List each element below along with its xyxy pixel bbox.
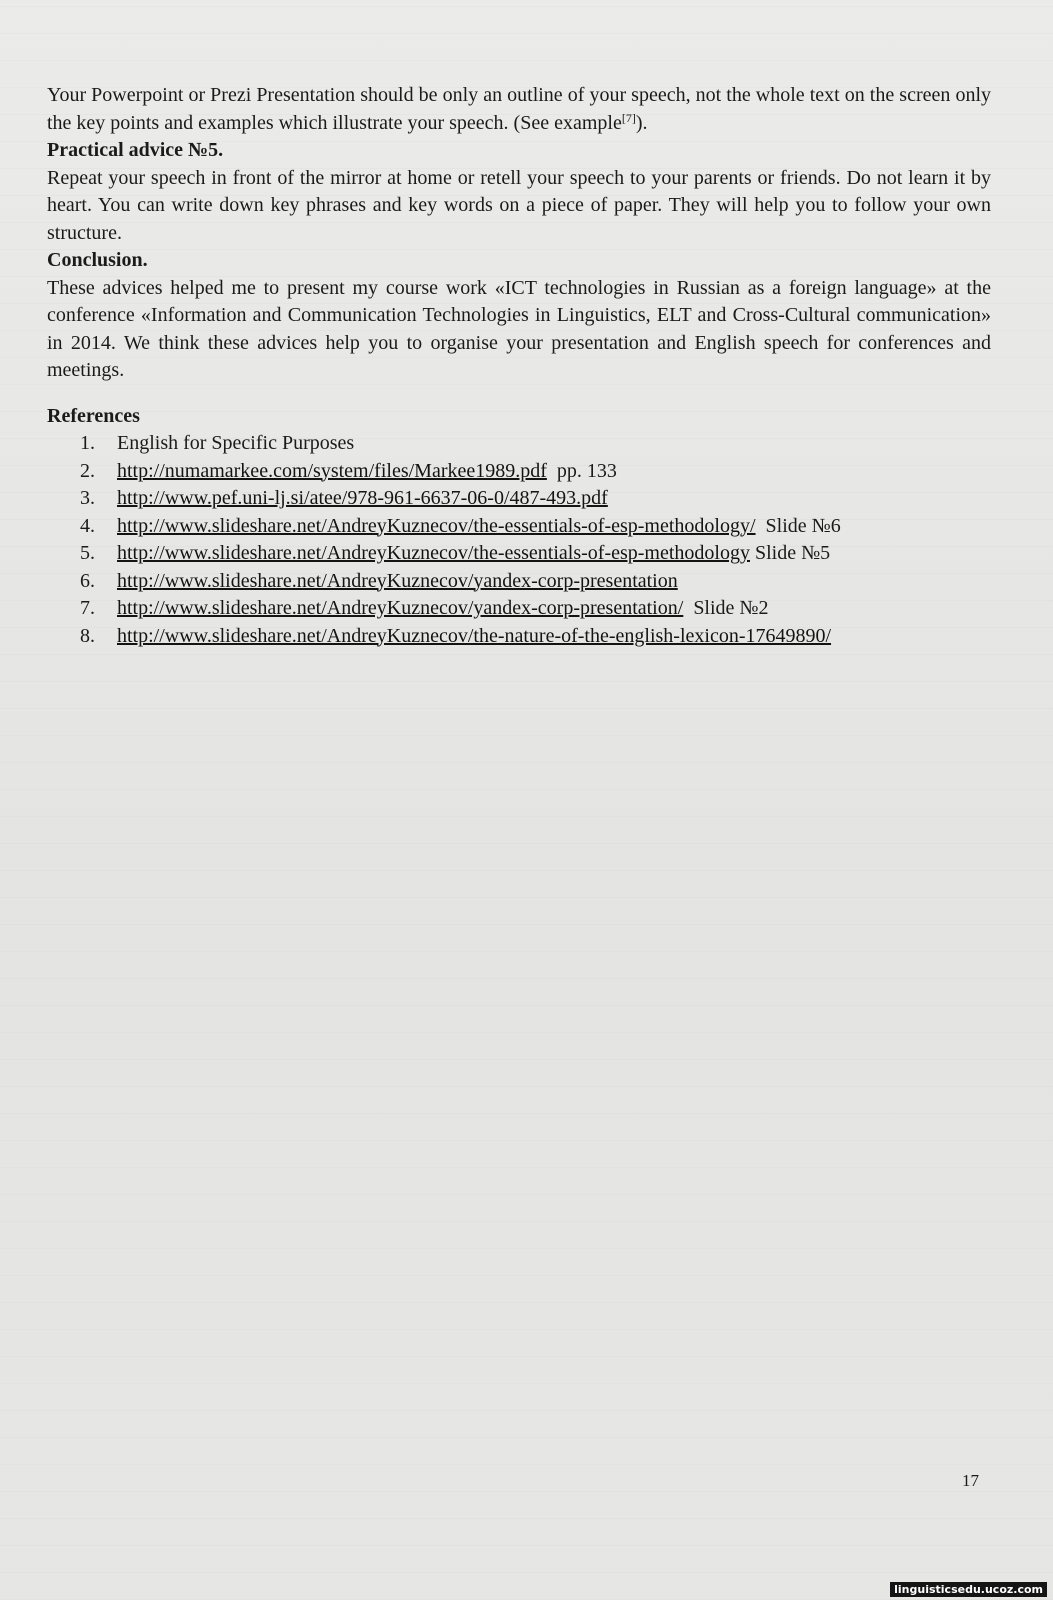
reference-item: [47, 458, 991, 486]
citation-superscript: [7]: [621, 110, 636, 125]
reference-item: [47, 568, 991, 596]
references-list: [47, 430, 991, 650]
reference-item: [47, 595, 991, 623]
reference-item: [47, 513, 991, 541]
heading-conclusion: Conclusion.: [47, 249, 148, 271]
reference-link[interactable]: http://www.slideshare.net/AndreyKuznecov/yandex-corp-presentation/: [117, 597, 684, 619]
reference-link[interactable]: http://www.slideshare.net/AndreyKuznecov/the-nature-of-the-english-lexicon-17649890/: [117, 624, 832, 647]
references-heading: References: [47, 404, 140, 427]
reference-number: 6.: [80, 569, 95, 592]
reference-item: [47, 623, 991, 651]
reference-number: 5.: [80, 542, 95, 564]
reference-suffix: Slide №2: [683, 597, 769, 619]
reference-link[interactable]: http://www.slideshare.net/AndreyKuznecov/the-essentials-of-esp-methodology/: [117, 514, 756, 537]
reference-suffix: Slide №6: [755, 514, 841, 537]
reference-item: [47, 430, 991, 458]
reference-number: 4.: [80, 514, 95, 537]
paragraph-repeat-speech: Repeat your speech in front of the mirror at home or retell your speech to your parents or friends. Do not learn it by heart. You can write down key phrases and key words on a piece of paper. They will help you to follow your own structure.: [47, 166, 991, 244]
paragraph-text: Your Powerpoint or Prezi Presentation should be only an outline of your speech, not the whole text on the screen only the key points and examples which illustrate your speech. (See example: [47, 84, 991, 134]
page-number: 17: [962, 1471, 979, 1490]
reference-link[interactable]: http://numamarkee.com/system/files/Markee1989.pdf: [117, 459, 547, 482]
paragraph-presentation-outline: [47, 82, 991, 137]
reference-suffix: Slide №5: [749, 542, 831, 564]
reference-text: English for Specific Purposes: [117, 432, 355, 454]
reference-item: [47, 485, 991, 513]
site-watermark: linguisticsedu.ucoz.com: [890, 1582, 1047, 1597]
reference-number: 2.: [80, 459, 95, 482]
reference-number: 3.: [80, 487, 95, 509]
reference-link[interactable]: http://www.pef.uni-lj.si/atee/978-961-6637-06-0/487-493.pdf: [117, 487, 608, 509]
reference-suffix: pp. 133: [546, 459, 617, 482]
heading-practical-advice-5: Practical advice №5.: [47, 139, 224, 161]
reference-number: 7.: [80, 597, 95, 619]
reference-number: 1.: [80, 432, 95, 454]
reference-number: 8.: [80, 624, 95, 647]
reference-link[interactable]: http://www.slideshare.net/AndreyKuznecov/yandex-corp-presentation: [117, 569, 678, 592]
reference-item: [47, 540, 991, 568]
paragraph-conclusion: These advices helped me to present my course work «ICT technologies in Russian as a foreign language» at the conference «Information and Communication Technologies in Linguistics, ELT and Cross-Cultural communication» in 2014. We think these advices help you to organise your presentation and English speech for conferences and meetings.: [47, 276, 991, 381]
reference-link[interactable]: http://www.slideshare.net/AndreyKuznecov/the-essentials-of-esp-methodology: [117, 542, 750, 564]
paragraph-text-end: ).: [635, 111, 648, 134]
page-content: [47, 82, 991, 650]
